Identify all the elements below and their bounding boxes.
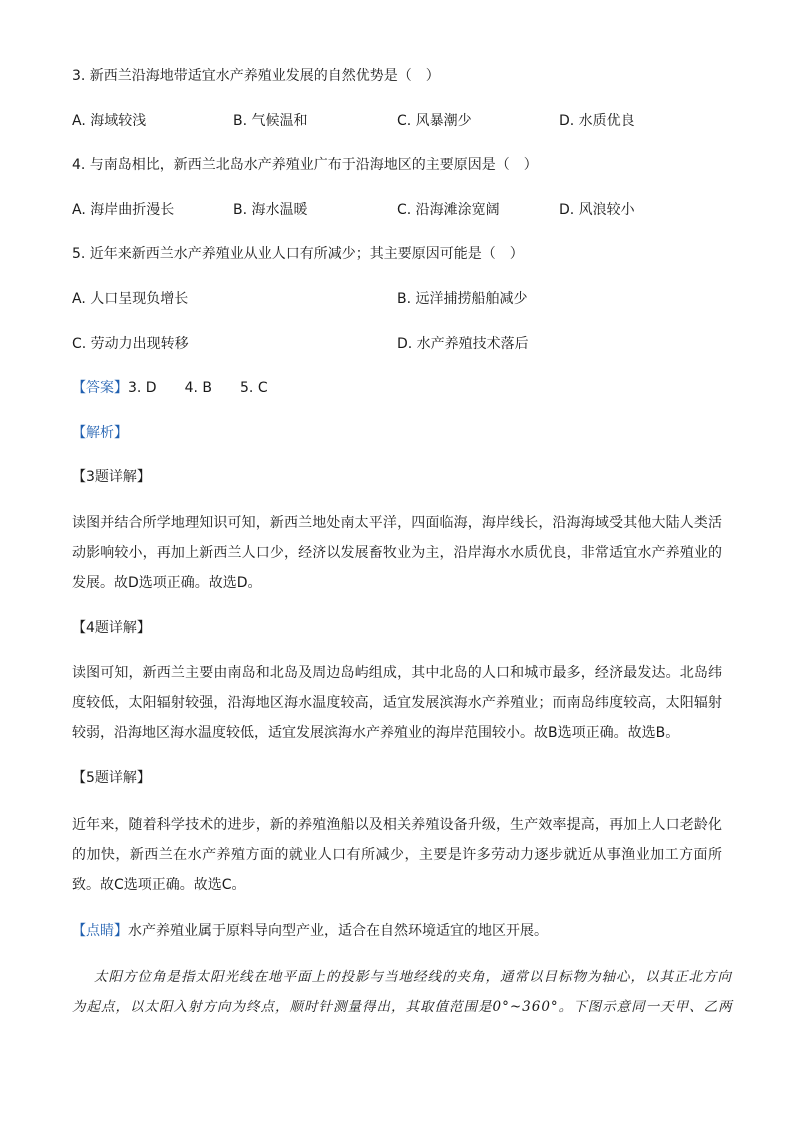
q5-option-b: B. 远洋捕捞船舶减少 — [397, 291, 528, 307]
detail-5-text: 近年来，随着科学技术的进步，新的养殖渔船以及相关养殖设备升级，生产效率提高，再加上人口老龄化的加快，新西兰在水产养殖方面的就业人口有所减少，主要是许多劳动力逐步就近从事渔业加工方面所致。故C选项正确。故选C。 — [72, 817, 722, 893]
tip-row — [72, 921, 548, 941]
detail-4-text: 读图可知，新西兰主要由南岛和北岛及周边岛屿组成，其中北岛的人口和城市最多，经济最发达。北岛纬度较低，太阳辐射较强，沿海地区海水温度较高，适宜发展滨海水产养殖业；而南岛纬度较高，太阳辐射较弱，沿海地区海水温度较低，适宜发展滨海水产养殖业的海岸范围较小。故B选项正确。故选B。 — [72, 665, 722, 741]
answer-row — [72, 378, 268, 398]
detail-3-text: 读图并结合所学地理知识可知，新西兰地处南太平洋，四面临海，海岸线长，沿海海域受其他大陆人类活动影响较小，再加上新西兰人口少，经济以发展畜牧业为主，沿岸海水水质优良，非常适宜水产养殖业的发展。故D选项正确。故选D。 — [72, 515, 722, 591]
tip-label: 【点睛】 — [72, 923, 128, 939]
q4-option-a: A. 海岸曲折漫长 — [72, 202, 175, 218]
next-intro-line-1: 太阳方位角是指太阳光线在地平面上的投影与当地经线的夹角，通常以目标物为轴心，以其正北方向 — [94, 969, 732, 985]
answer-4: 4. B — [184, 380, 213, 396]
q4-option-c: C. 沿海滩涂宽阔 — [397, 202, 500, 218]
next-intro-line-2: 为起点，以太阳入射方向为终点，顺时针测量得出，其取值范围是0°~360°。下图示意同一天甲、乙两 — [72, 999, 733, 1015]
q3-option-b: B. 气候温和 — [233, 113, 308, 129]
detail-5-heading: 【5题详解】 — [72, 770, 151, 786]
q5-option-a: A. 人口呈现负增长 — [72, 291, 189, 307]
question-4-stem: 4. 与南岛相比，新西兰北岛水产养殖业广布于沿海地区的主要原因是（ ） — [72, 157, 538, 173]
q4-option-b: B. 海水温暖 — [233, 202, 308, 218]
question-3-stem: 3. 新西兰沿海地带适宜水产养殖业发展的自然优势是（ ） — [72, 68, 440, 84]
answer-5: 5. C — [240, 380, 268, 396]
question-5-stem: 5. 近年来新西兰水产养殖业从业人口有所减少；其主要原因可能是（ ） — [72, 246, 524, 262]
q5-option-d: D. 水产养殖技术落后 — [397, 336, 529, 352]
detail-3-heading: 【3题详解】 — [72, 469, 151, 485]
analysis-label: 【解析】 — [72, 425, 128, 441]
q4-option-d: D. 风浪较小 — [559, 202, 635, 218]
q3-option-a: A. 海域较浅 — [72, 113, 147, 129]
detail-4-heading: 【4题详解】 — [72, 620, 151, 636]
q5-option-c: C. 劳动力出现转移 — [72, 336, 189, 352]
answer-3: 3. D — [128, 380, 157, 396]
q3-option-c: C. 风暴潮少 — [397, 113, 472, 129]
q3-option-d: D. 水质优良 — [559, 113, 635, 129]
answer-label: 【答案】 — [72, 380, 128, 396]
tip-text: 水产养殖业属于原料导向型产业，适合在自然环境适宜的地区开展。 — [128, 923, 548, 939]
